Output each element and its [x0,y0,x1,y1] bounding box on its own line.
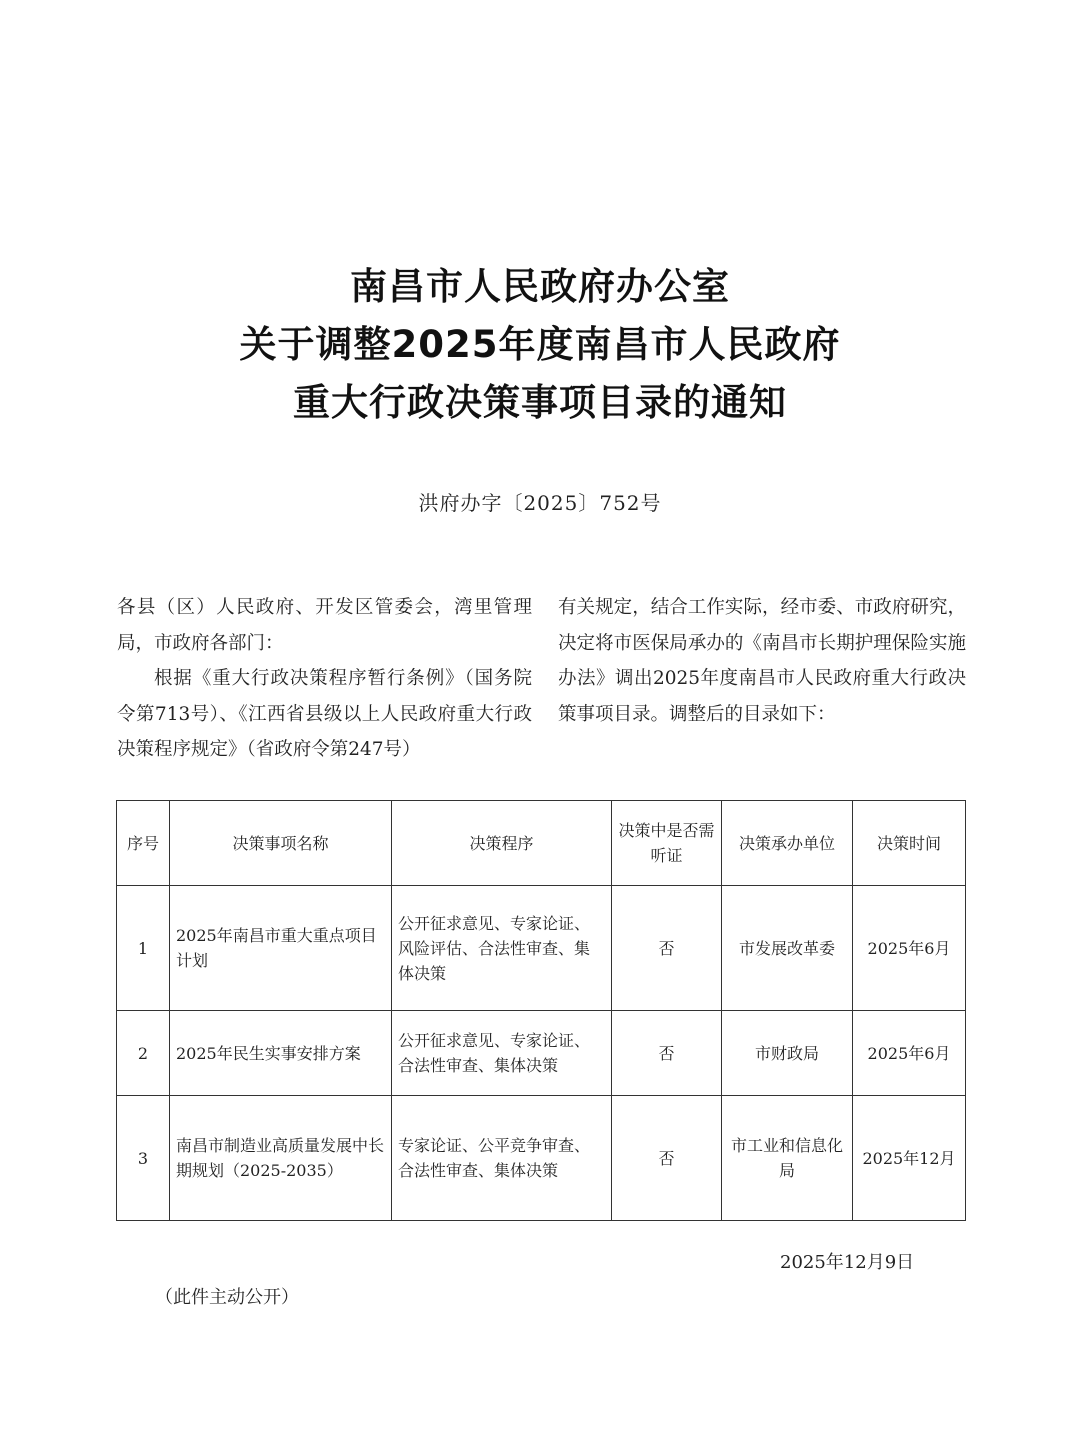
header-name: 决策事项名称 [170,801,392,886]
public-disclosure-note: （此件主动公开） [155,1287,299,1308]
cell-hearing: 否 [612,886,722,1011]
cell-procedure: 公开征求意见、专家论证、风险评估、合法性审查、集体决策 [392,886,612,1011]
cell-no: 2 [117,1011,170,1096]
cell-procedure: 专家论证、公平竞争审查、合法性审查、集体决策 [392,1096,612,1221]
table-header-row [117,801,966,886]
header-time: 决策时间 [853,801,966,886]
title-line-1: 南昌市人民政府办公室 [350,265,730,308]
body-column-left [117,590,532,768]
decision-table [116,800,966,1221]
title-line-3: 重大行政决策事项目录的通知 [293,381,787,424]
cell-procedure: 公开征求意见、专家论证、合法性审查、集体决策 [392,1011,612,1096]
cell-name: 南昌市制造业高质量发展中长期规划（2025-2035） [170,1096,392,1221]
table-row [117,1011,966,1096]
body-column-right [558,590,966,732]
cell-time: 2025年6月 [853,1011,966,1096]
document-number: 洪府办字〔2025〕752号 [418,491,662,515]
table-row [117,886,966,1011]
body-paragraph-start: 根据《重大行政决策程序暂行条例》（国务院令第713号）、《江西省县级以上人民政府重大行政决策程序规定》（省政府令第247号） [117,668,532,760]
header-procedure: 决策程序 [392,801,612,886]
title-line-2: 关于调整2025年度南昌市人民政府 [239,323,841,366]
header-hearing: 决策中是否需听证 [612,801,722,886]
body-paragraph-continued: 有关规定，结合工作实际，经市委、市政府研究，决定将市医保局承办的《南昌市长期护理保险实施办法》调出2025年度南昌市人民政府重大行政决策事项目录。调整后的目录如下： [558,597,966,725]
cell-name: 2025年南昌市重大重点项目计划 [170,886,392,1011]
cell-time: 2025年6月 [853,886,966,1011]
table-row [117,1096,966,1221]
cell-time: 2025年12月 [853,1096,966,1221]
header-unit: 决策承办单位 [722,801,853,886]
cell-name: 2025年民生实事安排方案 [170,1011,392,1096]
issue-date: 2025年12月9日 [780,1252,915,1273]
cell-no: 1 [117,886,170,1011]
cell-unit: 市工业和信息化局 [722,1096,853,1221]
document-title [0,258,1080,432]
header-no: 序号 [117,801,170,886]
decision-table-container [116,800,965,1221]
cell-unit: 市发展改革委 [722,886,853,1011]
cell-hearing: 否 [612,1011,722,1096]
salutation: 各县（区）人民政府、开发区管委会，湾里管理局，市政府各部门： [117,597,532,654]
cell-hearing: 否 [612,1096,722,1221]
cell-no: 3 [117,1096,170,1221]
cell-unit: 市财政局 [722,1011,853,1096]
